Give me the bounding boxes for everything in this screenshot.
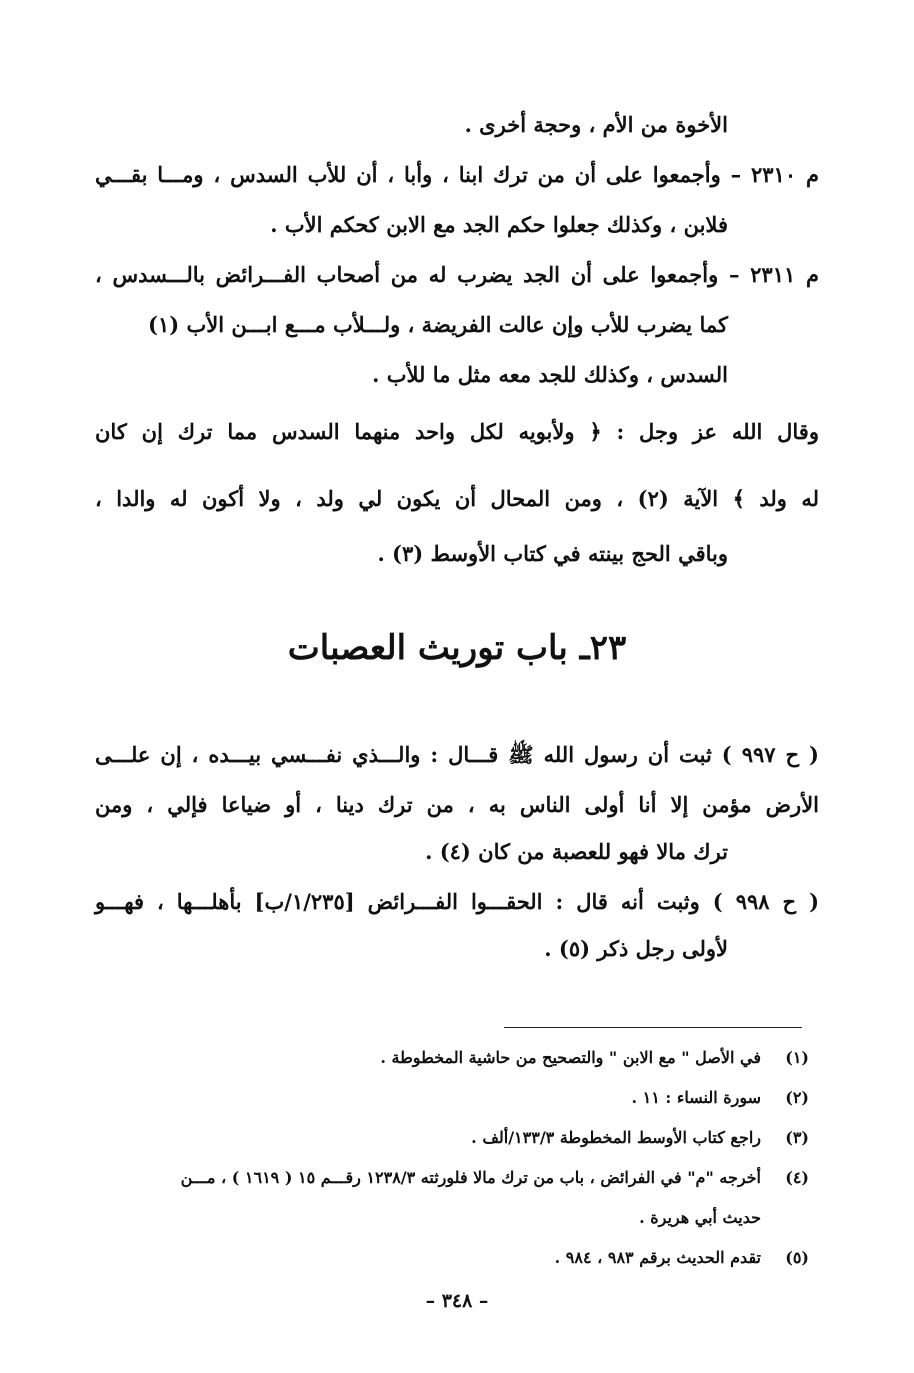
text-line-10: ( ح ٩٩٧ ) ثبت أن رسول الله ﷺ قـــال : والـــذي نفـــسي بيـــده ، إن علـــى: [95, 742, 819, 767]
footnote-number: (٢): [785, 1088, 809, 1107]
text-line-11: الأرض مؤمن إلا أنا أولى الناس به ، من ترك دينا ، أو ضياعا فإلي ، ومن: [95, 792, 819, 817]
text-line-12: ترك مالا فهو للعصبة من كان (٤) .: [425, 839, 728, 864]
text-line-2: م ٢٣١٠ – وأجمعوا على أن من ترك ابنا ، وأبا ، أن للأب السدس ، ومـــا بقـــي: [95, 162, 819, 187]
footnote-4: [181, 1164, 809, 1192]
footnote-5: [555, 1244, 809, 1272]
footnote-text: راجع كتاب الأوسط المخطوطة ١٣٣/٣/ألف .: [471, 1128, 761, 1147]
text-line-9: وباقي الحج بينته في كتاب الأوسط (٣) .: [377, 541, 728, 566]
footnote-text: تقدم الحديث برقم ٩٨٣ ، ٩٨٤ .: [554, 1248, 761, 1267]
text-line-3: فلابن ، وكذلك جعلوا حكم الجد مع الابن كحكم الأب .: [270, 212, 728, 237]
footnote-3: [471, 1124, 809, 1152]
footnote-text: أخرجه "م" في الفرائض ، باب من ترك مالا فلورثته ١٢٣٨/٣ رقـــم ١٥ ( ١٦١٩ ) ، مـــن: [180, 1168, 761, 1187]
text-line-13: ( ح ٩٩٨ ) وثبت أنه قال : الحقـــوا الفـــرائض [١/٢٣٥/ب] بأهلـــها ، فهـــو: [95, 889, 820, 914]
footnote-text: حديث أبي هريرة .: [639, 1208, 761, 1227]
page-number: – ٣٤٨ –: [425, 1290, 489, 1312]
footnote-number: (١): [785, 1048, 809, 1067]
section-title: ٢٣ـ باب توريث العصبات: [287, 628, 627, 668]
footnote-text: سورة النساء : ١١ .: [631, 1088, 761, 1107]
footnote-2: [631, 1084, 809, 1112]
text-line-8: له ولد ﴾ الآية (٢) ، ومن المحال أن يكون لي ولد ، ولا أكون له والدا ،: [95, 486, 819, 511]
text-line-6: السدس ، وكذلك للجد معه مثل ما للأب .: [372, 362, 728, 387]
text-line-5: كما يضرب للأب وإن عالت الفريضة ، ولـــلأب مـــع ابـــن الأب (١): [148, 312, 728, 337]
text-line-1: الأخوة من الأم ، وحجة أخرى .: [464, 112, 728, 137]
footnote-number: (٣): [785, 1128, 809, 1147]
footnote-4-continued: [639, 1204, 809, 1232]
footnote-number: (٥): [785, 1248, 809, 1267]
footnote-text: في الأصل " مع الابن " والتصحيح من حاشية المخطوطة .: [380, 1048, 761, 1067]
footnote-number: (٤): [785, 1168, 809, 1187]
footnote-separator: [504, 1027, 802, 1028]
footnote-1: [380, 1044, 809, 1072]
text-line-7: وقال الله عز وجل : ﴿ ولأبويه لكل واحد منهما السدس مما ترك إن كان: [95, 419, 819, 444]
text-line-4: م ٢٣١١ – وأجمعوا على أن الجد يضرب له من أصحاب الفـــرائض بالـــسدس ،: [95, 262, 819, 287]
text-line-14: لأولى رجل ذكر (٥) .: [544, 936, 728, 961]
